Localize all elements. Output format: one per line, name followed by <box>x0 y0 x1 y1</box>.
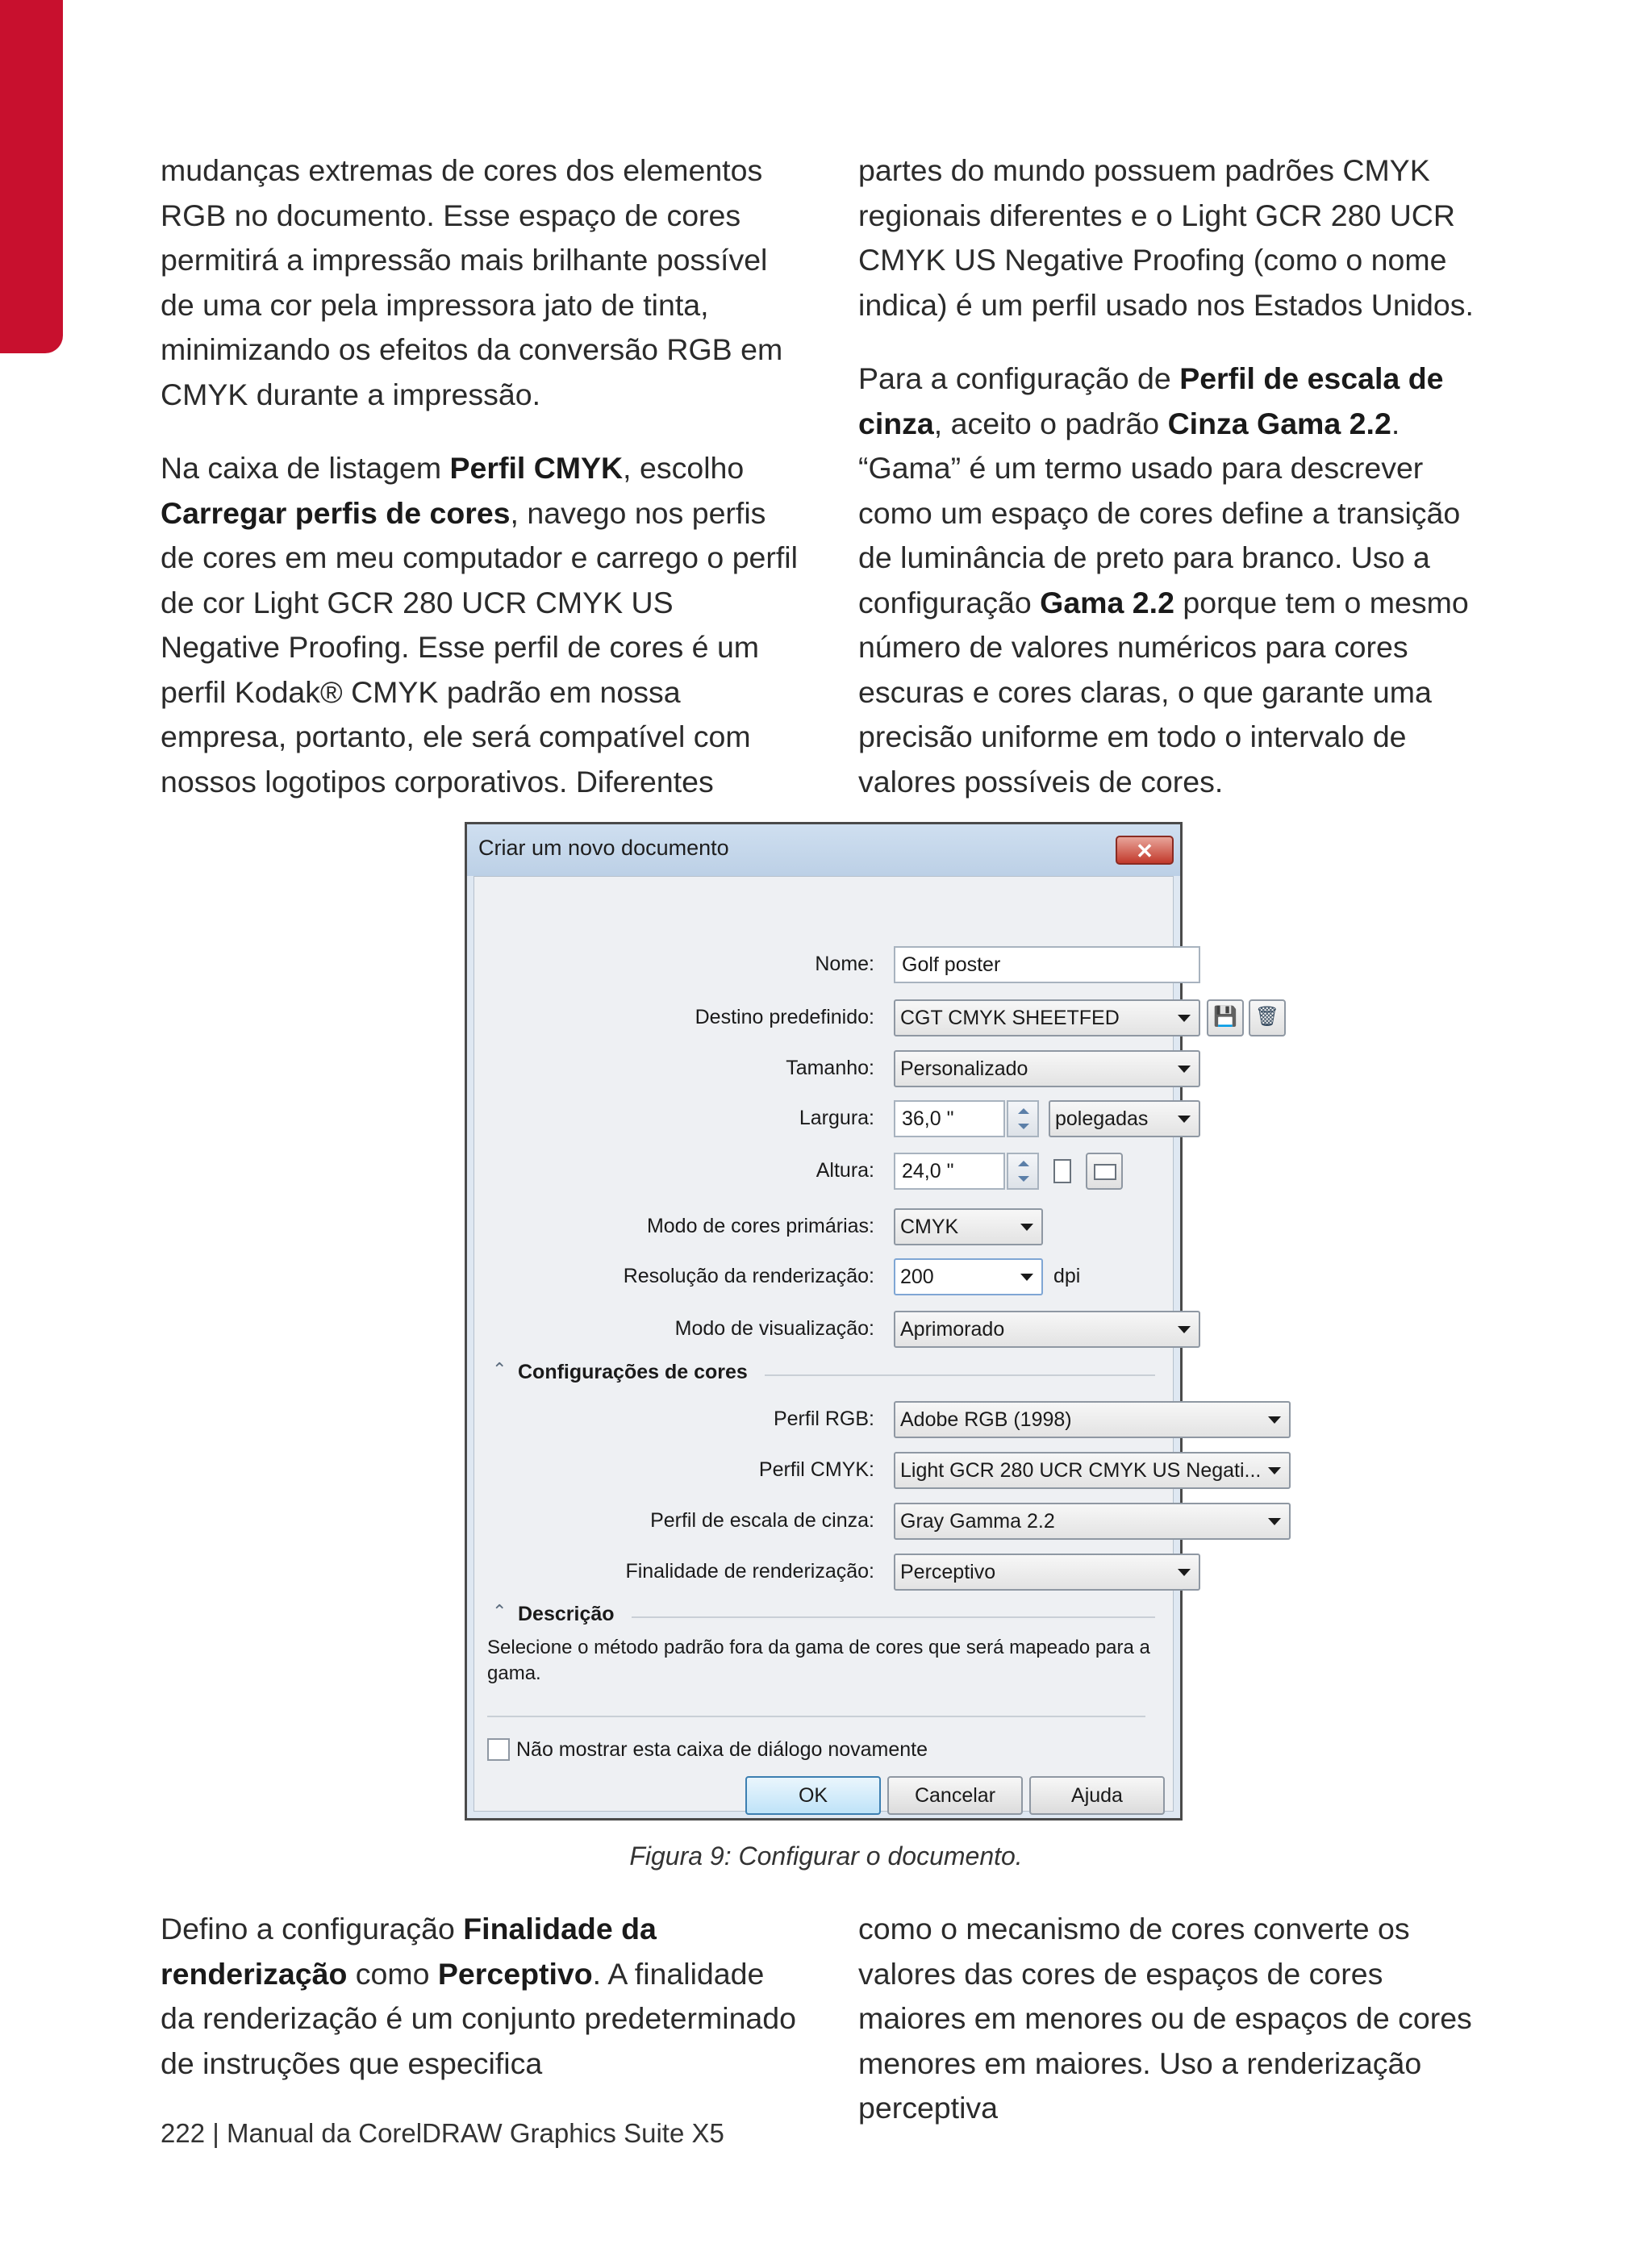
height-input[interactable]: 24,0 " <box>894 1153 1005 1190</box>
dialog-title: Criar um novo documento <box>478 836 729 860</box>
divider <box>632 1616 1155 1618</box>
text-column-left-bottom <box>161 1907 798 2115</box>
chevron-down-icon <box>1020 1274 1033 1281</box>
cancel-button[interactable]: Cancelar <box>887 1776 1023 1815</box>
text-column-right-bottom <box>858 1907 1496 2160</box>
page-footer: 222 | Manual da CorelDRAW Graphics Suite X5 <box>161 2118 724 2148</box>
dpi-label: dpi <box>1053 1265 1081 1287</box>
chevron-down-icon <box>1268 1518 1281 1525</box>
width-stepper[interactable] <box>1007 1100 1039 1137</box>
divider <box>765 1374 1155 1376</box>
text-column-right-top <box>858 148 1496 833</box>
chevron-down-icon <box>1178 1015 1191 1022</box>
paragraph: partes do mundo possuem padrões CMYK regionais diferentes e o Light GCR 280 UCR CMYK US Negative Proofing (como o nome indica) é um perfil usado nos Estados Unidos. <box>858 153 1474 322</box>
paragraph: Na caixa de listagem Perfil CMYK, escolho Carregar perfis de cores, navego nos perfis de cores em meu computador e carrego o perfil de cor Light GCR 280 UCR CMYK US Negative Proofing. Esse perfil de cores é um perfil Kodak® CMYK padrão em nossa empresa, portanto, ele será compatível com nossos logotipos corporativos. Diferentes <box>161 451 798 799</box>
chevron-down-icon <box>1178 1066 1191 1073</box>
chevron-down-icon <box>1178 1116 1191 1123</box>
label-perfil-rgb: Perfil RGB: <box>773 1408 874 1430</box>
label-perfil-cmyk: Perfil CMYK: <box>758 1458 874 1481</box>
dont-show-again-checkbox[interactable] <box>487 1738 510 1761</box>
preview-mode-select[interactable]: Aprimorado <box>894 1311 1200 1348</box>
paragraph: mudanças extremas de cores dos elementos RGB no documento. Esse espaço de cores permitirá a impressão mais brilhante possível de uma cor pela impressora jato de tinta, minimizando os efeitos da conversão RGB em CMYK durante a impressão. <box>161 153 783 411</box>
label-perfil-cinza: Perfil de escala de cinza: <box>650 1509 874 1532</box>
paragraph: Para a configuração de Perfil de escala de cinza, aceito o padrão Cinza Gama 2.2. “Gama” é um termo usado para descrever como um espaço de cores define a transição de luminância de preto para branco. Uso a configuração Gama 2.2 porque tem o mesmo número de valores numéricos para cores escuras e cores claras, o que garante uma precisão uniforme em todo o intervalo de valores possíveis de cores. <box>858 361 1469 799</box>
chevron-down-icon <box>1020 1224 1033 1231</box>
create-document-dialog <box>465 822 1280 1821</box>
save-preset-icon[interactable]: 💾 <box>1207 999 1244 1036</box>
chevron-down-icon <box>1178 1326 1191 1333</box>
height-stepper[interactable] <box>1007 1153 1039 1190</box>
rendering-intent-select[interactable]: Perceptivo <box>894 1554 1200 1591</box>
label-largura: Largura: <box>799 1107 874 1129</box>
collapse-chevron-icon[interactable]: ⌃ <box>492 1359 507 1379</box>
paragraph: Defino a configuração Finalidade da renderização como Perceptivo. A finalidade da renderização é um conjunto predeterminado de instruções que especifica <box>161 1912 796 2080</box>
close-icon[interactable]: ✕ <box>1116 836 1174 865</box>
ok-button[interactable]: OK <box>745 1776 881 1815</box>
rgb-profile-select[interactable]: Adobe RGB (1998) <box>894 1401 1291 1438</box>
collapse-chevron-icon[interactable]: ⌃ <box>492 1601 507 1621</box>
delete-preset-icon[interactable]: 🗑 <box>1249 999 1286 1036</box>
description-text: Selecione o método padrão fora da gama de cores que será mapeado para a gama. <box>487 1637 1150 1684</box>
label-modo-visualizacao: Modo de visualização: <box>674 1317 874 1340</box>
chapter-tab-marker <box>0 0 63 353</box>
landscape-orientation-icon[interactable] <box>1086 1153 1123 1190</box>
resolution-select[interactable]: 200 <box>894 1258 1043 1295</box>
dialog-body <box>473 876 1280 1812</box>
section-description[interactable]: Descrição <box>518 1603 615 1625</box>
dialog-titlebar <box>467 824 1180 876</box>
label-tamanho: Tamanho: <box>786 1057 874 1079</box>
width-input[interactable]: 36,0 " <box>894 1100 1005 1137</box>
name-input[interactable]: Golf poster <box>894 946 1200 983</box>
label-finalidade: Finalidade de renderização: <box>625 1560 874 1583</box>
grayscale-profile-select[interactable]: Gray Gamma 2.2 <box>894 1503 1291 1540</box>
landscape-shape <box>1094 1164 1116 1180</box>
chevron-down-icon <box>1268 1416 1281 1424</box>
cmyk-profile-select[interactable]: Light GCR 280 UCR CMYK US Negati... <box>894 1452 1291 1489</box>
text-column-left-top <box>161 148 798 833</box>
divider <box>487 1716 1145 1717</box>
help-button[interactable]: Ajuda <box>1029 1776 1165 1815</box>
chevron-down-icon <box>1178 1569 1191 1576</box>
color-mode-select[interactable]: CMYK <box>894 1208 1043 1245</box>
label-destino: Destino predefinido: <box>695 1006 874 1028</box>
label-nome: Nome: <box>815 953 874 975</box>
label-altura: Altura: <box>816 1159 874 1182</box>
portrait-orientation-icon[interactable] <box>1053 1159 1071 1183</box>
section-color-settings[interactable]: Configurações de cores <box>518 1361 748 1383</box>
preset-destination-select[interactable]: CGT CMYK SHEETFED <box>894 999 1200 1036</box>
label-modo-cores: Modo de cores primárias: <box>646 1215 874 1237</box>
units-select[interactable]: polegadas <box>1049 1100 1200 1137</box>
size-select[interactable]: Personalizado <box>894 1050 1200 1087</box>
chevron-down-icon <box>1268 1467 1281 1474</box>
paragraph: como o mecanismo de cores converte os valores das cores de espaços de cores maiores em menores ou de espaços de cores menores em maiores. Uso a renderização perceptiva <box>858 1912 1472 2125</box>
label-resolucao: Resolução da renderização: <box>623 1265 874 1287</box>
figure-caption: Figura 9: Configurar o documento. <box>629 1841 1023 1871</box>
dont-show-again-label: Não mostrar esta caixa de diálogo novamente <box>516 1738 928 1761</box>
